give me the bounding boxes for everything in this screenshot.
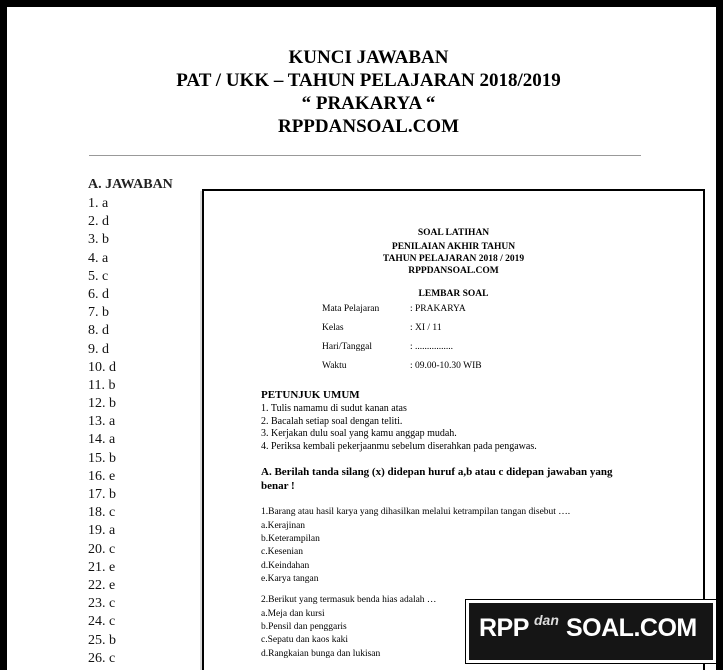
- answer-item: 16. e: [88, 468, 116, 484]
- meta-key: Waktu: [322, 361, 347, 371]
- logo-part-rpp: RPP: [479, 614, 529, 642]
- answer-item: 12. b: [88, 396, 116, 412]
- doc-subject: “ PRAKARYA “: [301, 93, 436, 114]
- doc-title: KUNCI JAWABAN: [288, 47, 449, 68]
- doc-subtitle: PAT / UKK – TAHUN PELAJARAN 2018/2019: [176, 70, 561, 91]
- option-item: d.Keindahan: [261, 560, 310, 571]
- option-item: d.Rangkaian bunga dan lukisan: [261, 648, 381, 659]
- answer-item: 1. a: [88, 196, 109, 211]
- meta-value: : XI / 11: [410, 323, 442, 333]
- answer-item: 15. b: [88, 450, 116, 466]
- answer-item: 25. b: [88, 632, 116, 648]
- answer-item: 3. b: [88, 232, 109, 248]
- logo-part-dan: dan: [534, 612, 559, 628]
- meta-value: : ................: [410, 342, 454, 352]
- option-item: b.Keterampilan: [261, 534, 320, 545]
- option-item: a.Kerajinan: [261, 521, 306, 531]
- sheet-title: SOAL LATIHAN: [417, 228, 490, 238]
- option-item: c.Sepatu dan kaos kaki: [261, 635, 349, 646]
- petunjuk-title: PETUNJUK UMUM: [261, 389, 360, 401]
- answer-item: 5. c: [88, 268, 109, 284]
- answer-item: 21. e: [88, 559, 116, 575]
- answer-item: 2. d: [88, 214, 109, 230]
- doc-site: RPPDANSOAL.COM: [277, 116, 460, 137]
- sheet-lembar: LEMBAR SOAL: [418, 289, 489, 299]
- answer-item: 10. d: [88, 359, 116, 375]
- meta-key: Mata Pelajaran: [322, 304, 380, 314]
- divider: [89, 155, 641, 156]
- question-2: 2.Berikut yang termasuk benda hias adalah …: [261, 595, 437, 605]
- answer-item: 4. a: [88, 250, 109, 266]
- sheet-year: TAHUN PELAJARAN 2018 / 2019: [382, 254, 525, 264]
- answer-item: 6. d: [88, 286, 109, 302]
- document-page: [7, 7, 716, 670]
- petunjuk-item: 2. Bacalah setiap soal dengan teliti.: [261, 415, 403, 427]
- answer-item: 9. d: [88, 341, 109, 357]
- answer-item: 23. c: [88, 596, 116, 612]
- answer-item: 13. a: [88, 414, 116, 430]
- petunjuk-item: 4. Periksa kembali pekerjaanmu sebelum diserahkan pada pengawas.: [261, 440, 537, 452]
- option-item: e.Karya tangan: [261, 573, 319, 584]
- logo-part-soal: SOAL.COM: [566, 614, 697, 642]
- site-logo: [466, 600, 716, 663]
- answers-title: A. JAWABAN: [88, 177, 173, 192]
- option-item: c.Kesenian: [261, 547, 303, 558]
- answer-item: 17. b: [88, 487, 116, 502]
- answer-item: 20. c: [88, 541, 116, 557]
- section-a-instruction: A. Berilah tanda silang (x) didepan huruf a,b atau c didepan jawaban yang: [261, 466, 613, 478]
- answer-list: [88, 195, 116, 668]
- option-item: a.Meja dan kursi: [261, 609, 325, 619]
- meta-key: Hari/Tanggal: [322, 342, 372, 352]
- answer-item: 24. c: [88, 614, 116, 630]
- meta-value: : 09.00-10.30 WIB: [410, 361, 482, 371]
- answer-item: 14. a: [88, 432, 116, 448]
- sheet-subtitle: PENILAIAN AKHIR TAHUN: [391, 242, 516, 252]
- option-item: b.Pensil dan penggaris: [261, 622, 347, 633]
- sheet-site: RPPDANSOAL.COM: [408, 266, 499, 276]
- answer-item: 7. b: [88, 305, 109, 321]
- meta-key: Kelas: [322, 323, 344, 333]
- section-a-instruction-2: benar !: [261, 480, 295, 492]
- question-sheet: [202, 189, 705, 670]
- petunjuk-item: 3. Kerjakan dulu soal yang kamu anggap mudah.: [261, 428, 457, 439]
- petunjuk-item: 1. Tulis namamu di sudut kanan atas: [261, 403, 407, 414]
- answer-item: 8. d: [88, 323, 109, 339]
- question-1: 1.Barang atau hasil karya yang dihasilkan melalui ketrampilan tangan disebut ….: [261, 507, 571, 517]
- answer-item: 11. b: [88, 377, 116, 393]
- answer-item: 19. a: [88, 523, 116, 539]
- answer-item: 26. c: [88, 650, 116, 666]
- answer-item: 22. e: [88, 577, 116, 593]
- answer-item: 18. c: [88, 505, 116, 521]
- meta-value: : PRAKARYA: [410, 304, 466, 314]
